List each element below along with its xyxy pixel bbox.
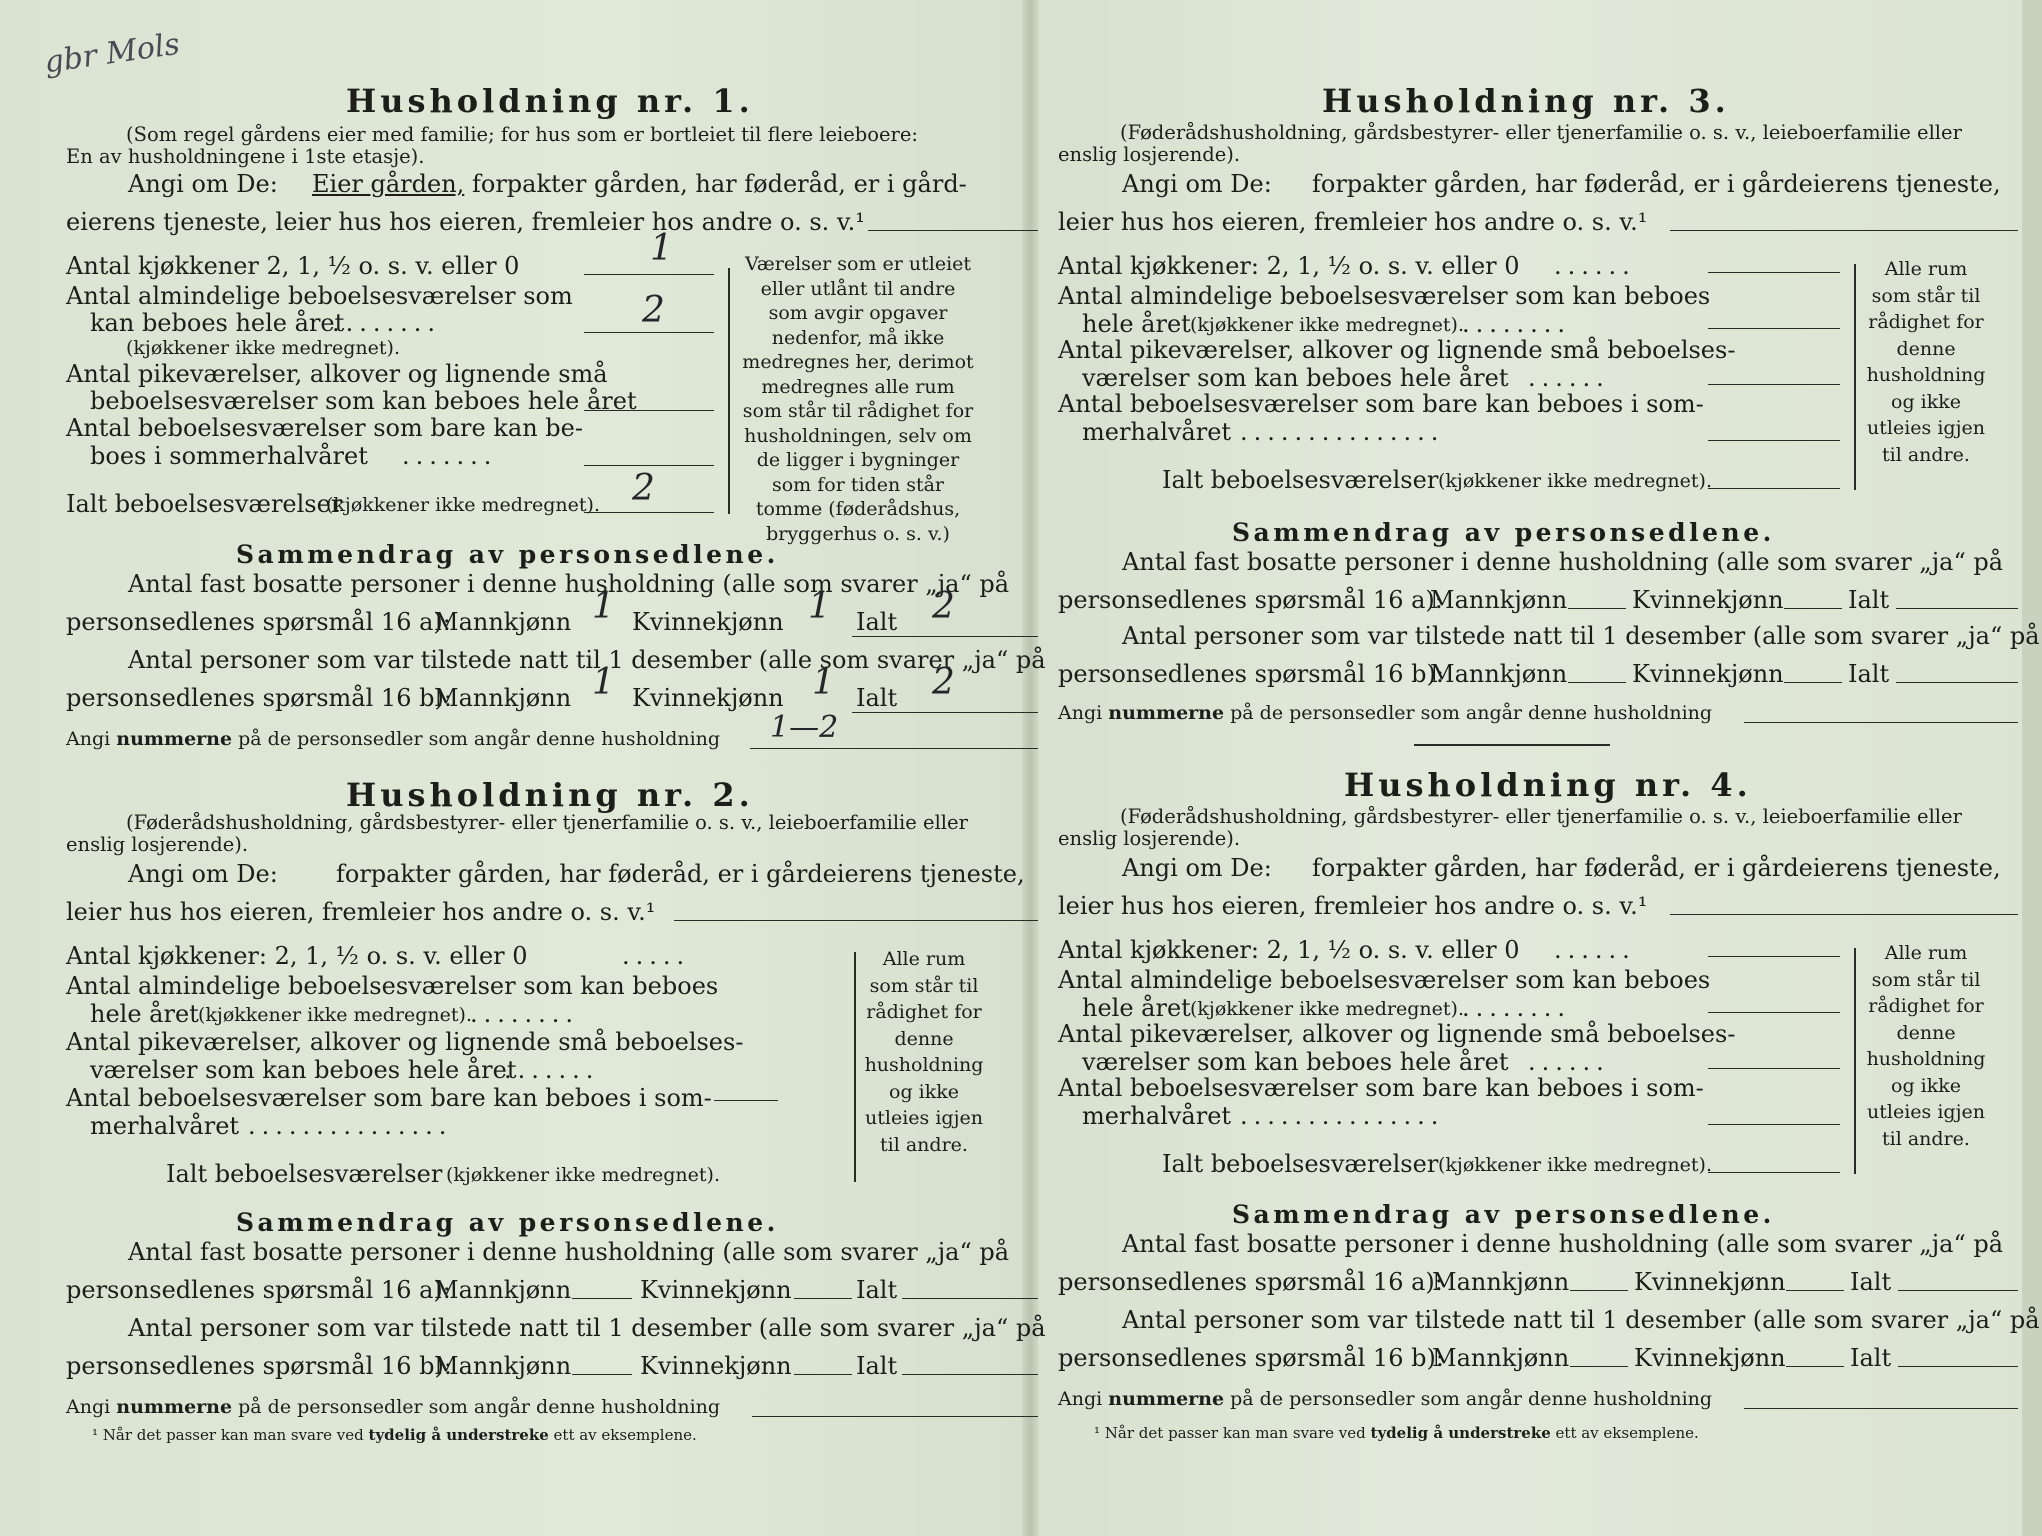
right-footnote: ¹ Når det passer kan man svare ved tydelig å understreke ett av eksemplene. [1094, 1424, 1699, 1442]
household-4-subtitle-line1: (Føderådshusholdning, gårdsbestyrer- eller tjenerfamilie o. s. v., leieboerfamilie eller [1120, 805, 1962, 828]
h4-side-note: Alle rum som står til rådighet for denne husholdning og ikke utleies igjen til andre. [1866, 942, 1986, 1150]
h4-angi-label: Angi om De: [1122, 854, 1272, 882]
h1-numbers-label: Angi nummerne på de personsedler som angår denne husholdning [66, 728, 721, 750]
h3-rooms-label: Antal almindelige beboelsesværelser som kan beboes [1058, 282, 1711, 310]
h3-brace [1854, 264, 1856, 490]
h3-angi-label: Angi om De: [1122, 170, 1272, 198]
h1-kitchens-value: 1 [650, 228, 673, 269]
household-1-angi-line2: eierens tjeneste, leier hus hos eieren, fremleier hos andre o. s. v.¹ [66, 208, 865, 236]
h2-summary-title: Sammendrag av personsedlene. [236, 1208, 779, 1237]
h1-a-female-value: 1 [808, 586, 831, 627]
h1-q16a-line1: Antal fast bosatte personer i denne husholdning (alle som svarer „ja“ på [128, 570, 1010, 598]
h1-maid-label-a: Antal pikeværelser, alkover og lignende små [66, 360, 608, 388]
h2-kitchens-label: Antal kjøkkener: 2, 1, ½ o. s. v. eller 0 [66, 942, 528, 970]
h4-rooms-label: Antal almindelige beboelsesværelser som kan beboes [1058, 966, 1711, 994]
section-divider [1414, 744, 1610, 746]
h3-numbers-label: Angi nummerne på de personsedler som angår denne husholdning [1058, 702, 1713, 724]
household-3-subtitle-line1: (Føderådshusholdning, gårdsbestyrer- eller tjenerfamilie o. s. v., leieboerfamilie eller [1120, 121, 1962, 144]
corner-pencil-note: gbr Mols [42, 26, 182, 81]
h1-b-male-value: 1 [592, 662, 615, 703]
household-4-subtitle-line2: enslig losjerende). [1058, 827, 1241, 850]
h1-side-note: Værelser som er utleiet eller utlånt til andre som avgir opgaver nedenfor, må ikke medregnes her, derimot medregnes alle rum som står til rådighet for husholdningen, selv om de ligger i bygninger som for tiden står tomme (føderådshus, bryggerhus o. s. v.) [742, 253, 974, 545]
h1-rooms-value: 2 [642, 290, 665, 331]
household-3-title: Husholdning nr. 3. [1322, 82, 1730, 120]
h1-summary-title: Sammendrag av personsedlene. [236, 540, 779, 569]
h1-rooms-label-c: (kjøkkener ikke medregnet). [126, 337, 400, 359]
h1-a-male-value: 1 [592, 586, 615, 627]
h2-total-label: Ialt beboelsesværelser [166, 1160, 443, 1188]
h1-summer-label-b: boes i sommerhalvåret [90, 442, 368, 470]
household-1-title: Husholdning nr. 1. [346, 82, 754, 120]
h1-kitchens-label: Antal kjøkkener 2, 1, ½ o. s. v. eller 0 [66, 252, 520, 280]
household-1-subtitle-line1: (Som regel gårdens eier med familie; for hus som er bortleiet til flere leieboere: [126, 123, 918, 146]
h1-b-female-value: 1 [812, 662, 835, 703]
h3-side-note: Alle rum som står til rådighet for denne husholdning og ikke utleies igjen til andre. [1866, 258, 1986, 466]
h1-brace [728, 268, 730, 514]
h1-q16b-line1: Antal personer som var tilstede natt til 1 desember (alle som svarer „ja“ på [128, 646, 1046, 674]
h3-kitchens-label: Antal kjøkkener: 2, 1, ½ o. s. v. eller 0 [1058, 252, 1520, 280]
h2-numbers-label: Angi nummerne på de personsedler som angår denne husholdning [66, 1396, 721, 1418]
h3-summer-label: Antal beboelsesværelser som bare kan beboes i som- [1058, 390, 1704, 418]
h2-side-note: Alle rum som står til rådighet for denne husholdning og ikke utleies igjen til andre. [864, 948, 984, 1156]
h1-rooms-dots: ........ [332, 309, 442, 337]
left-page: Husholdning nr. 1. (Som regel gårdens eier med familie; for hus som er bortleiet til flere leieboere: En av husholdningene i 1ste etasje). Angi om De: Eier gården, forpakter gården, har føderåd, er i gård- eierens tjeneste, leier hus hos eieren, fremleier hos andre o. s. v.¹ Antal kjøkkener 2, 1, ½ o. s. v. eller 0 1 Antal almindelige beboelsesværelser som kan beboes hele året ........ (kjøkkener ikke medregnet). 2 Antal pikeværelser, alkover og lignende små beboelsesværelser som kan beboes hele året Antal beboelsesværelser som bare kan be- boes i sommerhalvåret ....... Ialt beboelsesværelser (kjøkkener ikke medregnet). 2 Værelser som er utleiet eller utlånt til andre som avgir opgaver nedenfor, må ikke medregnes her, derimot medregnes alle rum som står til rådighet for husholdningen, selv om de ligger i bygninger som for tiden står tomme (føderådshus, bryggerhus o. s. v.) Sammendrag av personsedlene. Antal fast bosatte personer i denne husholdning (alle som svarer „ja“ på personsedlenes spørsmål 16 a): Mannkjønn 1 Kvinnekjønn 1 Ialt 2 Antal personer som var tilstede natt til 1 desember (alle som svarer „ja“ på personsedlenes spørsmål 16 b): Mannkjønn 1 Kvinnekjønn 1 Ialt 2 Angi nummerne på de personsedler som angår denne husholdning 1—2 Husholdning nr. 2. (Føderådshusholdning, gårdsbestyrer- eller tjenerfamilie o. s. v., leieboerfamilie eller enslig losjerende). Angi om De: forpakter gården, har føderåd, er i gårdeierens tjeneste, leier hus hos eieren, fremleier hos andre o. s. v.¹ Antal kjøkkener: 2, 1, ½ o. s. v. eller 0 ..... Antal almindelige beboelsesværelser som kan beboes hele året (kjøkkener ikke medregnet). ........ Antal pikeværelser, alkover og lignende små beboelses- værelser som kan beboes hele året ....... Antal beboelsesværelser som bare kan beboes i som- merhalvåret ............... Ialt beboelsesværelser (kjøkkener ikke medregnet). Alle rum som står til rådighet for denne husholdning og ikke utleies igjen til andre. Sammendrag av personsedlene. Antal fast bosatte personer i denne husholdning (alle som svarer „ja“ på personsedlenes spørsmål 16 a): Mannkjønn Kvinnekjønn Ialt Antal personer som var tilstede natt til 1 desember (alle som svarer „ja“ på personsedlenes spørsmål 16 b): Mannkjønn Kvinnekjønn Ialt Angi nummerne på de personsedler som angår denne husholdning ¹ Når det passer kan man svare ved tydelig å understreke ett av eksemplene. [66, 82, 1046, 1444]
household-4-title: Husholdning nr. 4. [1344, 766, 1752, 804]
h1-rooms-label-b: kan beboes hele året [90, 309, 345, 337]
h4-summer-label: Antal beboelsesværelser som bare kan beboes i som- [1058, 1074, 1704, 1102]
h2-maid-label: Antal pikeværelser, alkover og lignende små beboelses- [66, 1028, 744, 1056]
h4-maid-label: Antal pikeværelser, alkover og lignende små beboelses- [1058, 1020, 1736, 1048]
left-footnote: ¹ Når det passer kan man svare ved tydelig å understreke ett av eksemplene. [92, 1426, 697, 1444]
household-1-angi-rest: forpakter gården, har føderåd, er i gård- [472, 170, 967, 198]
h1-total-label: Ialt beboelsesværelser [66, 490, 343, 518]
h4-total-label: Ialt beboelsesværelser [1162, 1150, 1439, 1178]
h1-total-value: 2 [632, 468, 655, 509]
household-2-subtitle-line1: (Føderådshusholdning, gårdsbestyrer- eller tjenerfamilie o. s. v., leieboerfamilie eller [126, 811, 968, 834]
household-1-angi-label: Angi om De: [128, 170, 278, 198]
h1-numbers-value: 1—2 [770, 710, 839, 745]
h1-maid-label-b: beboelsesværelser som kan beboes hele året [90, 387, 637, 415]
h3-maid-label: Antal pikeværelser, alkover og lignende små beboelses- [1058, 336, 1736, 364]
h1-b-total-value: 2 [932, 662, 955, 703]
h4-kitchens-label: Antal kjøkkener: 2, 1, ½ o. s. v. eller 0 [1058, 936, 1520, 964]
h4-summary-title: Sammendrag av personsedlene. [1232, 1200, 1775, 1229]
household-2-title: Husholdning nr. 2. [346, 776, 754, 814]
h1-total-note: (kjøkkener ikke medregnet). [326, 494, 600, 516]
h1-summer-label-a: Antal beboelsesværelser som bare kan be- [66, 414, 583, 442]
right-page: Husholdning nr. 3. (Føderådshusholdning, gårdsbestyrer- eller tjenerfamilie o. s. v., leieboerfamilie eller enslig losjerende). Angi om De: forpakter gården, har føderåd, er i gårdeierens tjeneste, leier hus hos eieren, fremleier hos andre o. s. v.¹ Antal kjøkkener: 2, 1, ½ o. s. v. eller 0 ...... Antal almindelige beboelsesværelser som kan beboes hele året (kjøkkener ikke medregnet). ........ Antal pikeværelser, alkover og lignende små beboelses- værelser som kan beboes hele året ...... Antal beboelsesværelser som bare kan beboes i som- merhalvåret ............... Ialt beboelsesværelser (kjøkkener ikke medregnet). Alle rum som står til rådighet for denne husholdning og ikke utleies igjen til andre. Sammendrag av personsedlene. Antal fast bosatte personer i denne husholdning (alle som svarer „ja“ på personsedlenes spørsmål 16 a): Mannkjønn Kvinnekjønn Ialt Antal personer som var tilstede natt til 1 desember (alle som svarer „ja“ på personsedlenes spørsmål 16 b): Mannkjønn Kvinnekjønn Ialt Angi nummerne på de personsedler som angår denne husholdning Husholdning nr. 4. (Føderådshusholdning, gårdsbestyrer- eller tjenerfamilie o. s. v., leieboerfamilie eller enslig losjerende). Angi om De: forpakter gården, har føderåd, er i gårdeierens tjeneste, leier hus hos eieren, fremleier hos andre o. s. v.¹ Antal kjøkkener: 2, 1, ½ o. s. v. eller 0 ...... Antal almindelige beboelsesværelser som kan beboes hele året (kjøkkener ikke medregnet). ........ Antal pikeværelser, alkover og lignende små beboelses- værelser som kan beboes hele året ...... Antal beboelsesværelser som bare kan beboes i som- merhalvåret ............... Ialt beboelsesværelser (kjøkkener ikke medregnet). Alle rum som står til rådighet for denne husholdning og ikke utleies igjen til andre. Sammendrag av personsedlene. Antal fast bosatte personer i denne husholdning (alle som svarer „ja“ på personsedlenes spørsmål 16 a): Mannkjønn Kvinnekjønn Ialt Antal personer som var tilstede natt til 1 desember (alle som svarer „ja“ på personsedlenes spørsmål 16 b): Mannkjønn Kvinnekjønn Ialt Angi nummerne på de personsedler som angår denne husholdning ¹ Når det passer kan man svare ved tydelig å understreke ett av eksemplene. [1058, 82, 2040, 1442]
household-3-subtitle-line2: enslig losjerende). [1058, 143, 1241, 166]
h3-total-label: Ialt beboelsesværelser [1162, 466, 1439, 494]
h1-a-total-value: 2 [932, 586, 955, 627]
h4-numbers-label: Angi nummerne på de personsedler som angår denne husholdning [1058, 1388, 1713, 1410]
h2-summer-label: Antal beboelsesværelser som bare kan beboes i som- [66, 1084, 712, 1112]
household-1-subtitle-line2: En av husholdningene i 1ste etasje). [66, 145, 425, 168]
h4-brace [1854, 948, 1856, 1174]
h2-rooms-label: Antal almindelige beboelsesværelser som kan beboes [66, 972, 719, 1000]
h1-rooms-label-a: Antal almindelige beboelsesværelser som [66, 282, 573, 310]
h2-brace [854, 952, 856, 1182]
h1-q16b-line2: personsedlenes spørsmål 16 b): [66, 684, 452, 712]
household-2-subtitle-line2: enslig losjerende). [66, 833, 249, 856]
h1-q16a-line2: personsedlenes spørsmål 16 a): [66, 608, 451, 636]
household-1-angi-choice: Eier gården, [312, 170, 465, 198]
h3-summary-title: Sammendrag av personsedlene. [1232, 518, 1775, 547]
h2-angi-label: Angi om De: [128, 860, 278, 888]
